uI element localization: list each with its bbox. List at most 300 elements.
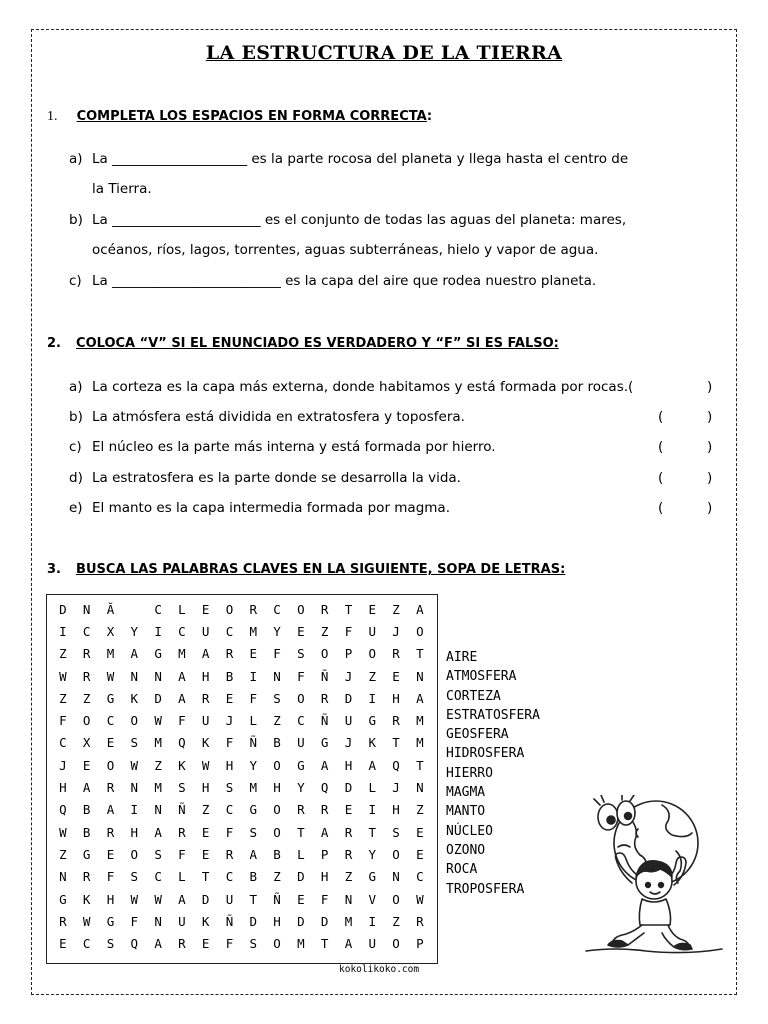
grid-cell: H bbox=[225, 757, 234, 773]
grid-cell: Z bbox=[368, 668, 377, 684]
section-1-colon: : bbox=[426, 109, 433, 124]
grid-cell: I bbox=[368, 690, 377, 706]
grid-cell: R bbox=[344, 824, 353, 840]
grid-cell: F bbox=[106, 869, 115, 885]
s1-item-a-line2: la Tierra. bbox=[92, 181, 152, 197]
grid-cell: Ñ bbox=[225, 913, 234, 929]
grid-cell: J bbox=[344, 668, 353, 684]
grid-cell: E bbox=[106, 735, 115, 751]
section-3-number: 3. bbox=[47, 562, 61, 577]
s2-item-b-text: La atmósfera está dividida en extratosfera y toposfera. bbox=[92, 409, 465, 425]
grid-cell: S bbox=[154, 846, 162, 862]
grid-cell: G bbox=[368, 713, 377, 729]
grid-cell: O bbox=[320, 646, 329, 662]
grid-cell: Q bbox=[320, 780, 329, 796]
grid-cell: D bbox=[249, 913, 258, 929]
grid-cell: E bbox=[201, 824, 210, 840]
grid-cell: A bbox=[320, 757, 329, 773]
s2-item-e-letter: e) bbox=[69, 500, 83, 516]
word-list-item: OZONO bbox=[446, 842, 486, 858]
grid-cell: E bbox=[201, 846, 210, 862]
grid-cell: E bbox=[368, 601, 377, 617]
s1-item-b-letter: b) bbox=[69, 212, 83, 228]
grid-cell: Z bbox=[82, 690, 91, 706]
grid-row bbox=[51, 643, 432, 665]
grid-cell: A bbox=[320, 824, 329, 840]
word-search-table bbox=[51, 598, 432, 955]
word-list-item: HIDROSFERA bbox=[446, 746, 525, 762]
grid-cell: W bbox=[201, 757, 210, 773]
grid-cell: D bbox=[344, 780, 353, 796]
s2-item-d-open: ( bbox=[658, 470, 664, 486]
grid-cell: N bbox=[130, 668, 139, 684]
word-list-item: HIERRO bbox=[446, 765, 493, 781]
grid-cell: F bbox=[130, 913, 139, 929]
section-2-title: COLOCA “V” SI EL ENUNCIADO ES VERDADERO Y “F” SI ES FALSO: bbox=[76, 336, 559, 351]
grid-cell: Q bbox=[178, 735, 186, 751]
grid-cell: L bbox=[178, 869, 186, 885]
grid-cell: Q bbox=[59, 802, 67, 818]
s1-item-c-line1: La _________________________ es la capa del aire que rodea nuestro planeta. bbox=[92, 273, 597, 289]
grid-cell: B bbox=[82, 824, 91, 840]
grid-cell: D bbox=[154, 690, 162, 706]
grid-cell: N bbox=[416, 780, 424, 796]
grid-cell: V bbox=[368, 891, 377, 907]
grid-cell: E bbox=[297, 623, 305, 639]
grid-cell: O bbox=[392, 846, 400, 862]
grid-cell: D bbox=[59, 601, 67, 617]
section-3-heading bbox=[47, 562, 565, 577]
grid-cell: K bbox=[201, 913, 210, 929]
grid-cell: Z bbox=[59, 846, 67, 862]
grid-cell: Ă bbox=[106, 601, 115, 617]
grid-cell: T bbox=[416, 757, 424, 773]
grid-cell: N bbox=[154, 668, 162, 684]
grid-cell: E bbox=[59, 936, 67, 952]
grid-cell: B bbox=[273, 735, 281, 751]
grid-cell: C bbox=[59, 735, 67, 751]
word-list bbox=[446, 648, 540, 899]
grid-cell: J bbox=[392, 780, 400, 796]
grid-cell: J bbox=[59, 757, 67, 773]
grid-cell: D bbox=[320, 913, 329, 929]
grid-row bbox=[51, 888, 432, 910]
s1-item-a-line1: La ____________________ es la parte rocosa del planeta y llega hasta el centro de bbox=[92, 151, 629, 167]
grid-cell: I bbox=[130, 802, 139, 818]
grid-cell: W bbox=[154, 891, 162, 907]
grid-cell: F bbox=[273, 646, 281, 662]
grid-cell: K bbox=[82, 891, 91, 907]
grid-cell: D bbox=[297, 869, 305, 885]
grid-cell: Ñ bbox=[320, 713, 329, 729]
grid-cell: H bbox=[320, 869, 329, 885]
grid-cell: C bbox=[154, 869, 162, 885]
grid-cell: B bbox=[225, 668, 234, 684]
grid-cell: F bbox=[297, 668, 305, 684]
grid-cell: I bbox=[59, 623, 67, 639]
grid-cell: R bbox=[106, 780, 115, 796]
grid-cell: I bbox=[249, 668, 258, 684]
grid-cell: H bbox=[201, 668, 210, 684]
grid-cell: A bbox=[106, 802, 115, 818]
grid-cell: O bbox=[416, 623, 424, 639]
grid-cell: T bbox=[368, 824, 377, 840]
grid-cell: L bbox=[297, 846, 305, 862]
grid-cell: C bbox=[178, 623, 186, 639]
grid-row bbox=[51, 932, 432, 954]
section-1-number: 1. bbox=[47, 109, 58, 124]
grid-cell: T bbox=[249, 891, 258, 907]
grid-cell: U bbox=[344, 713, 353, 729]
grid-cell: N bbox=[130, 780, 139, 796]
grid-cell: R bbox=[82, 646, 91, 662]
grid-cell: H bbox=[392, 690, 400, 706]
grid-cell: R bbox=[249, 601, 258, 617]
grid-cell: W bbox=[59, 668, 67, 684]
grid-cell: Y bbox=[297, 780, 305, 796]
grid-cell: W bbox=[130, 891, 139, 907]
grid-cell: R bbox=[178, 824, 186, 840]
word-list-item: ROCA bbox=[446, 862, 478, 878]
grid-cell: K bbox=[368, 735, 377, 751]
section-2-number: 2. bbox=[47, 336, 61, 351]
grid-cell: Z bbox=[154, 757, 162, 773]
grid-cell: D bbox=[297, 913, 305, 929]
grid-cell: N bbox=[154, 913, 162, 929]
grid-cell: A bbox=[416, 690, 424, 706]
grid-cell: O bbox=[273, 757, 281, 773]
grid-cell: B bbox=[273, 846, 281, 862]
grid-cell: R bbox=[106, 824, 115, 840]
grid-cell: Ñ bbox=[249, 735, 258, 751]
grid-cell: Q bbox=[392, 757, 400, 773]
grid-cell: H bbox=[59, 780, 67, 796]
grid-row bbox=[51, 799, 432, 821]
grid-cell: G bbox=[59, 891, 67, 907]
grid-cell: C bbox=[82, 623, 91, 639]
grid-cell: C bbox=[273, 601, 281, 617]
grid-cell: R bbox=[320, 690, 329, 706]
word-list-item: TROPOSFERA bbox=[446, 881, 525, 897]
grid-cell: P bbox=[344, 646, 353, 662]
grid-cell: D bbox=[344, 690, 353, 706]
grid-cell: O bbox=[130, 846, 139, 862]
grid-cell: N bbox=[154, 802, 162, 818]
s1-item-c-letter: c) bbox=[69, 273, 82, 289]
grid-cell: B bbox=[82, 802, 91, 818]
s2-item-b-letter: b) bbox=[69, 409, 83, 425]
grid-cell: Y bbox=[130, 623, 139, 639]
grid-cell: S bbox=[297, 646, 305, 662]
grid-cell: M bbox=[154, 735, 162, 751]
grid-cell: M bbox=[297, 936, 305, 952]
source-credit: kokolikoko.com bbox=[339, 964, 420, 975]
grid-cell: W bbox=[82, 913, 91, 929]
grid-cell: R bbox=[320, 802, 329, 818]
word-search-grid bbox=[46, 594, 438, 964]
grid-cell: M bbox=[249, 623, 258, 639]
grid-cell: C bbox=[225, 623, 234, 639]
boy-carrying-earth-icon bbox=[578, 795, 730, 957]
grid-cell: S bbox=[392, 824, 400, 840]
grid-cell: C bbox=[106, 713, 115, 729]
grid-row bbox=[51, 866, 432, 888]
s2-item-e-close: ) bbox=[707, 500, 713, 516]
grid-cell: M bbox=[178, 646, 186, 662]
grid-cell: G bbox=[82, 846, 91, 862]
grid-cell: Z bbox=[392, 601, 400, 617]
grid-cell: E bbox=[249, 646, 258, 662]
grid-cell: C bbox=[297, 713, 305, 729]
grid-cell: A bbox=[249, 846, 258, 862]
grid-cell: T bbox=[344, 601, 353, 617]
grid-cell: H bbox=[392, 802, 400, 818]
word-list-item: ESTRATOSFERA bbox=[446, 707, 540, 723]
grid-cell: R bbox=[392, 713, 400, 729]
grid-cell: J bbox=[344, 735, 353, 751]
s2-item-b-open: ( bbox=[658, 409, 664, 425]
grid-cell: H bbox=[201, 780, 210, 796]
s1-item-a-letter: a) bbox=[69, 151, 83, 167]
grid-row bbox=[51, 620, 432, 642]
grid-cell: S bbox=[273, 690, 281, 706]
grid-cell: Y bbox=[368, 846, 377, 862]
s2-item-a-letter: a) bbox=[69, 379, 83, 395]
grid-row bbox=[51, 598, 432, 620]
grid-cell: U bbox=[297, 735, 305, 751]
grid-cell: H bbox=[130, 824, 139, 840]
grid-cell: N bbox=[273, 668, 281, 684]
grid-cell: H bbox=[273, 780, 281, 796]
grid-cell: A bbox=[154, 936, 162, 952]
s2-item-e-text: El manto es la capa intermedia formada por magma. bbox=[92, 500, 450, 516]
grid-cell: E bbox=[106, 846, 115, 862]
word-list-item: CORTEZA bbox=[446, 688, 501, 704]
grid-cell: H bbox=[344, 757, 353, 773]
grid-cell: R bbox=[392, 646, 400, 662]
grid-cell: R bbox=[225, 646, 234, 662]
grid-cell: C bbox=[225, 802, 234, 818]
section-3-title: BUSCA LAS PALABRAS CLAVES EN LA SIGUIENTE, SOPA DE LETRAS: bbox=[76, 562, 566, 577]
grid-cell: J bbox=[392, 623, 400, 639]
grid-cell: S bbox=[249, 824, 258, 840]
grid-cell: Z bbox=[320, 623, 329, 639]
grid-cell: Z bbox=[201, 802, 210, 818]
page-title: LA ESTRUCTURA DE LA TIERRA bbox=[205, 42, 563, 64]
grid-cell: M bbox=[154, 780, 162, 796]
word-list-item: ATMOSFERA bbox=[446, 669, 517, 685]
grid-cell: A bbox=[201, 646, 210, 662]
grid-cell: Z bbox=[392, 913, 400, 929]
grid-cell: E bbox=[297, 891, 305, 907]
grid-cell: A bbox=[178, 690, 186, 706]
grid-cell: M bbox=[344, 913, 353, 929]
grid-cell: G bbox=[320, 735, 329, 751]
grid-cell: R bbox=[59, 913, 67, 929]
grid-cell: U bbox=[178, 913, 186, 929]
grid-cell: W bbox=[154, 713, 162, 729]
grid-cell: O bbox=[392, 891, 400, 907]
grid-cell: R bbox=[82, 668, 91, 684]
s2-item-a-text: La corteza es la capa más externa, donde habitamos y está formada por rocas.( bbox=[92, 379, 634, 395]
grid-cell: F bbox=[225, 824, 234, 840]
grid-cell: I bbox=[368, 913, 377, 929]
grid-cell: U bbox=[368, 623, 377, 639]
s2-item-d-close: ) bbox=[707, 470, 713, 486]
grid-cell: F bbox=[225, 735, 234, 751]
grid-cell: F bbox=[249, 690, 258, 706]
grid-cell: Z bbox=[273, 869, 281, 885]
grid-cell: J bbox=[225, 713, 234, 729]
grid-cell: M bbox=[249, 780, 258, 796]
grid-row bbox=[51, 843, 432, 865]
grid-cell: M bbox=[416, 713, 424, 729]
grid-cell: S bbox=[249, 936, 258, 952]
grid-cell: X bbox=[106, 623, 115, 639]
grid-cell: I bbox=[368, 802, 377, 818]
grid-cell: D bbox=[201, 891, 210, 907]
grid-cell: N bbox=[82, 601, 91, 617]
grid-cell: S bbox=[130, 869, 139, 885]
grid-cell: R bbox=[320, 601, 329, 617]
grid-row bbox=[51, 910, 432, 932]
grid-cell: T bbox=[320, 936, 329, 952]
grid-cell: S bbox=[178, 780, 186, 796]
grid-cell: T bbox=[392, 735, 400, 751]
grid-cell: G bbox=[106, 690, 115, 706]
grid-cell: U bbox=[201, 623, 210, 639]
grid-cell: E bbox=[392, 668, 400, 684]
grid-cell: O bbox=[82, 713, 91, 729]
grid-cell: E bbox=[225, 690, 234, 706]
grid-cell: O bbox=[392, 936, 400, 952]
grid-cell: H bbox=[106, 891, 115, 907]
grid-cell: Ñ bbox=[273, 891, 281, 907]
grid-cell: Ñ bbox=[320, 668, 329, 684]
grid-cell: U bbox=[368, 936, 377, 952]
grid-cell: W bbox=[59, 824, 67, 840]
grid-cell: S bbox=[225, 780, 234, 796]
grid-cell: C bbox=[82, 936, 91, 952]
grid-cell: B bbox=[249, 869, 258, 885]
grid-cell: Z bbox=[344, 869, 353, 885]
grid-cell: G bbox=[368, 869, 377, 885]
grid-cell: R bbox=[297, 802, 305, 818]
grid-cell: T bbox=[297, 824, 305, 840]
grid-cell: F bbox=[344, 623, 353, 639]
grid-cell: W bbox=[416, 891, 424, 907]
grid-cell: A bbox=[178, 668, 186, 684]
grid-row bbox=[51, 821, 432, 843]
section-2-heading bbox=[47, 336, 559, 351]
grid-cell: A bbox=[82, 780, 91, 796]
s2-item-d-text: La estratosfera es la parte donde se desarrolla la vida. bbox=[92, 470, 461, 486]
grid-cell: L bbox=[178, 601, 186, 617]
grid-row bbox=[51, 665, 432, 687]
word-list-item: MANTO bbox=[446, 804, 486, 820]
grid-row bbox=[51, 687, 432, 709]
grid-cell: A bbox=[130, 646, 139, 662]
grid-cell: T bbox=[416, 646, 424, 662]
grid-cell: R bbox=[201, 690, 210, 706]
grid-cell: E bbox=[82, 757, 91, 773]
grid-cell: K bbox=[201, 735, 210, 751]
grid-cell: E bbox=[416, 824, 424, 840]
grid-cell: S bbox=[106, 936, 115, 952]
grid-cell: O bbox=[225, 601, 234, 617]
grid-cell: A bbox=[368, 757, 377, 773]
grid-cell: E bbox=[416, 846, 424, 862]
grid-cell: Z bbox=[273, 713, 281, 729]
s2-item-b-close: ) bbox=[707, 409, 713, 425]
grid-row bbox=[51, 732, 432, 754]
grid-cell: E bbox=[201, 936, 210, 952]
grid-cell: Z bbox=[416, 802, 424, 818]
s2-item-c-close: ) bbox=[707, 439, 713, 455]
grid-cell: O bbox=[297, 601, 305, 617]
grid-cell: L bbox=[368, 780, 377, 796]
grid-cell: Ñ bbox=[178, 802, 186, 818]
word-list-item: AIRE bbox=[446, 650, 478, 665]
grid-cell: T bbox=[201, 869, 210, 885]
grid-cell: G bbox=[297, 757, 305, 773]
s2-item-a-close: ) bbox=[707, 379, 713, 395]
grid-cell: N bbox=[59, 869, 67, 885]
grid-cell: C bbox=[416, 869, 424, 885]
grid-cell: A bbox=[178, 891, 186, 907]
grid-cell: O bbox=[273, 824, 281, 840]
grid-cell: U bbox=[225, 891, 234, 907]
grid-cell: A bbox=[416, 601, 424, 617]
grid-cell: E bbox=[201, 601, 210, 617]
grid-cell: O bbox=[273, 802, 281, 818]
word-list-item: MAGMA bbox=[446, 785, 486, 801]
s2-item-c-letter: c) bbox=[69, 439, 82, 455]
grid-cell: I bbox=[154, 623, 162, 639]
grid-cell: F bbox=[178, 713, 186, 729]
grid-row bbox=[51, 709, 432, 731]
grid-cell: F bbox=[320, 891, 329, 907]
s2-item-c-open: ( bbox=[658, 439, 664, 455]
grid-cell: Y bbox=[273, 623, 281, 639]
grid-cell: F bbox=[59, 713, 67, 729]
grid-cell: U bbox=[201, 713, 210, 729]
grid-cell: S bbox=[130, 735, 139, 751]
grid-cell: N bbox=[416, 668, 424, 684]
grid-cell: O bbox=[368, 646, 377, 662]
grid-cell: G bbox=[154, 646, 162, 662]
grid-cell: G bbox=[249, 802, 258, 818]
grid-cell: N bbox=[392, 869, 400, 885]
grid-cell: C bbox=[154, 601, 162, 617]
grid-cell: Z bbox=[59, 646, 67, 662]
section-1-heading bbox=[47, 109, 432, 125]
grid-cell: O bbox=[130, 713, 139, 729]
grid-row bbox=[51, 754, 432, 776]
grid-cell: N bbox=[344, 891, 353, 907]
grid-cell: M bbox=[106, 646, 115, 662]
grid-cell: W bbox=[106, 668, 115, 684]
grid-cell: O bbox=[273, 936, 281, 952]
grid-cell: R bbox=[416, 913, 424, 929]
s2-item-e-open: ( bbox=[658, 500, 664, 516]
grid-cell bbox=[122, 598, 146, 620]
section-1-title: COMPLETA LOS ESPACIOS EN FORMA CORRECTA bbox=[76, 109, 427, 124]
grid-cell: K bbox=[130, 690, 139, 706]
grid-cell: A bbox=[344, 936, 353, 952]
grid-cell: A bbox=[154, 824, 162, 840]
grid-cell: R bbox=[344, 846, 353, 862]
